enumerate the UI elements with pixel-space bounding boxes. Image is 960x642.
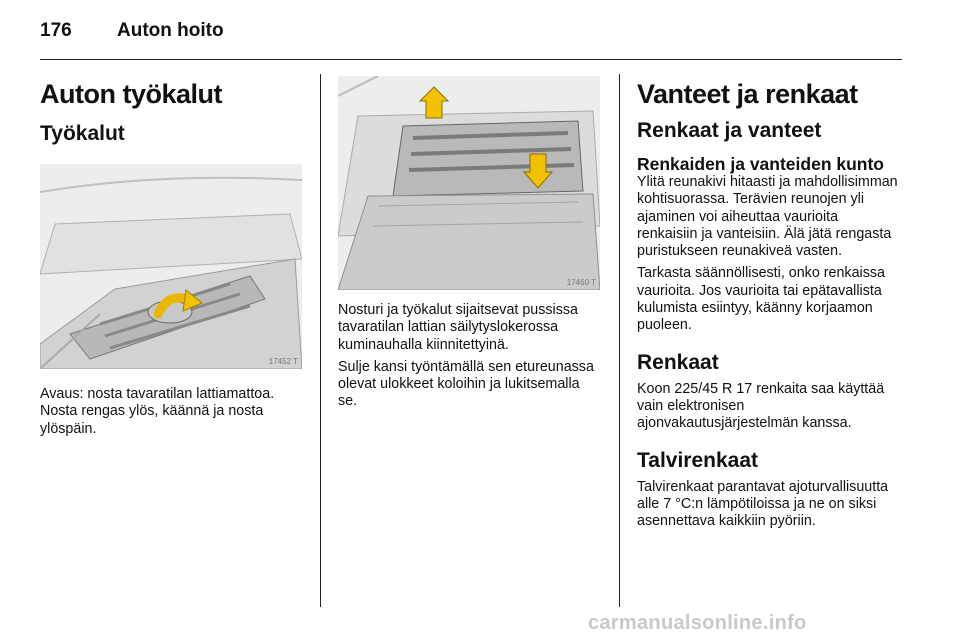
section-subtitle: Talvirenkaat (637, 448, 759, 472)
section-title: Auton hoito (117, 20, 224, 41)
column-divider-2 (619, 74, 620, 607)
figure-code: 17460 T (566, 278, 596, 287)
paragraph: Nosturi ja työkalut sijaitsevat pussissa tavaratilan lattian säilytyslokerossa kuminauhalla kiinnitettyinä. (338, 302, 578, 353)
page-number: 176 (40, 20, 72, 41)
sub-heading: Renkaiden ja vanteiden kunto (637, 154, 884, 174)
page-title: Auton työkalut (40, 79, 222, 109)
figure-trunk-lid (338, 76, 600, 290)
figure-code: 17452 T (268, 357, 298, 366)
paragraph: Avaus: nosta tavaratilan lattiamattoa. Nosta rengas ylös, käännä ja nosta ylöspäin. (40, 386, 275, 437)
paragraph: Ylitä reunakivi hitaasti ja mahdollisimman kohtisuorassa. Terävien reunojen yli ajaminen voi aiheuttaa vaurioita renkaisiin ja vanteisiin. Älä jätä rengasta puristukseen reunakiveä vasten. (637, 174, 898, 260)
column-divider-1 (320, 74, 321, 607)
watermark: carmanualsonline.info (588, 612, 807, 634)
paragraph: Koon 225/45 R 17 renkaita saa käyttää vain elektronisen ajonvakautusjärjestelmän kanssa. (637, 380, 885, 432)
figure-trunk-floor (40, 164, 302, 369)
column-tools (40, 72, 302, 438)
section-subtitle: Renkaat ja vanteet (637, 119, 822, 142)
section-subtitle: Työkalut (40, 122, 125, 145)
header-rule (40, 59, 902, 60)
section-heading: Vanteet ja renkaat (637, 79, 858, 109)
paragraph: Talvirenkaat parantavat ajoturvallisuutta alle 7 °C:n lämpötiloissa ja ne on siksi asennettava kaikkiin pyöriin. (637, 478, 889, 530)
paragraph: Tarkasta säännöllisesti, onko renkaissa vaurioita. Jos vaurioita tai epätavallista kulumista esiintyy, käänny korjaamon puoleen. (637, 265, 885, 334)
column-tools-stowage (338, 72, 600, 411)
paragraph: Sulje kansi työntämällä sen etureunassa olevat ulokkeet koloihin ja lukitsemalla se. (338, 358, 594, 410)
column-wheels-tyres (637, 72, 902, 530)
section-subtitle: Renkaat (637, 350, 719, 374)
